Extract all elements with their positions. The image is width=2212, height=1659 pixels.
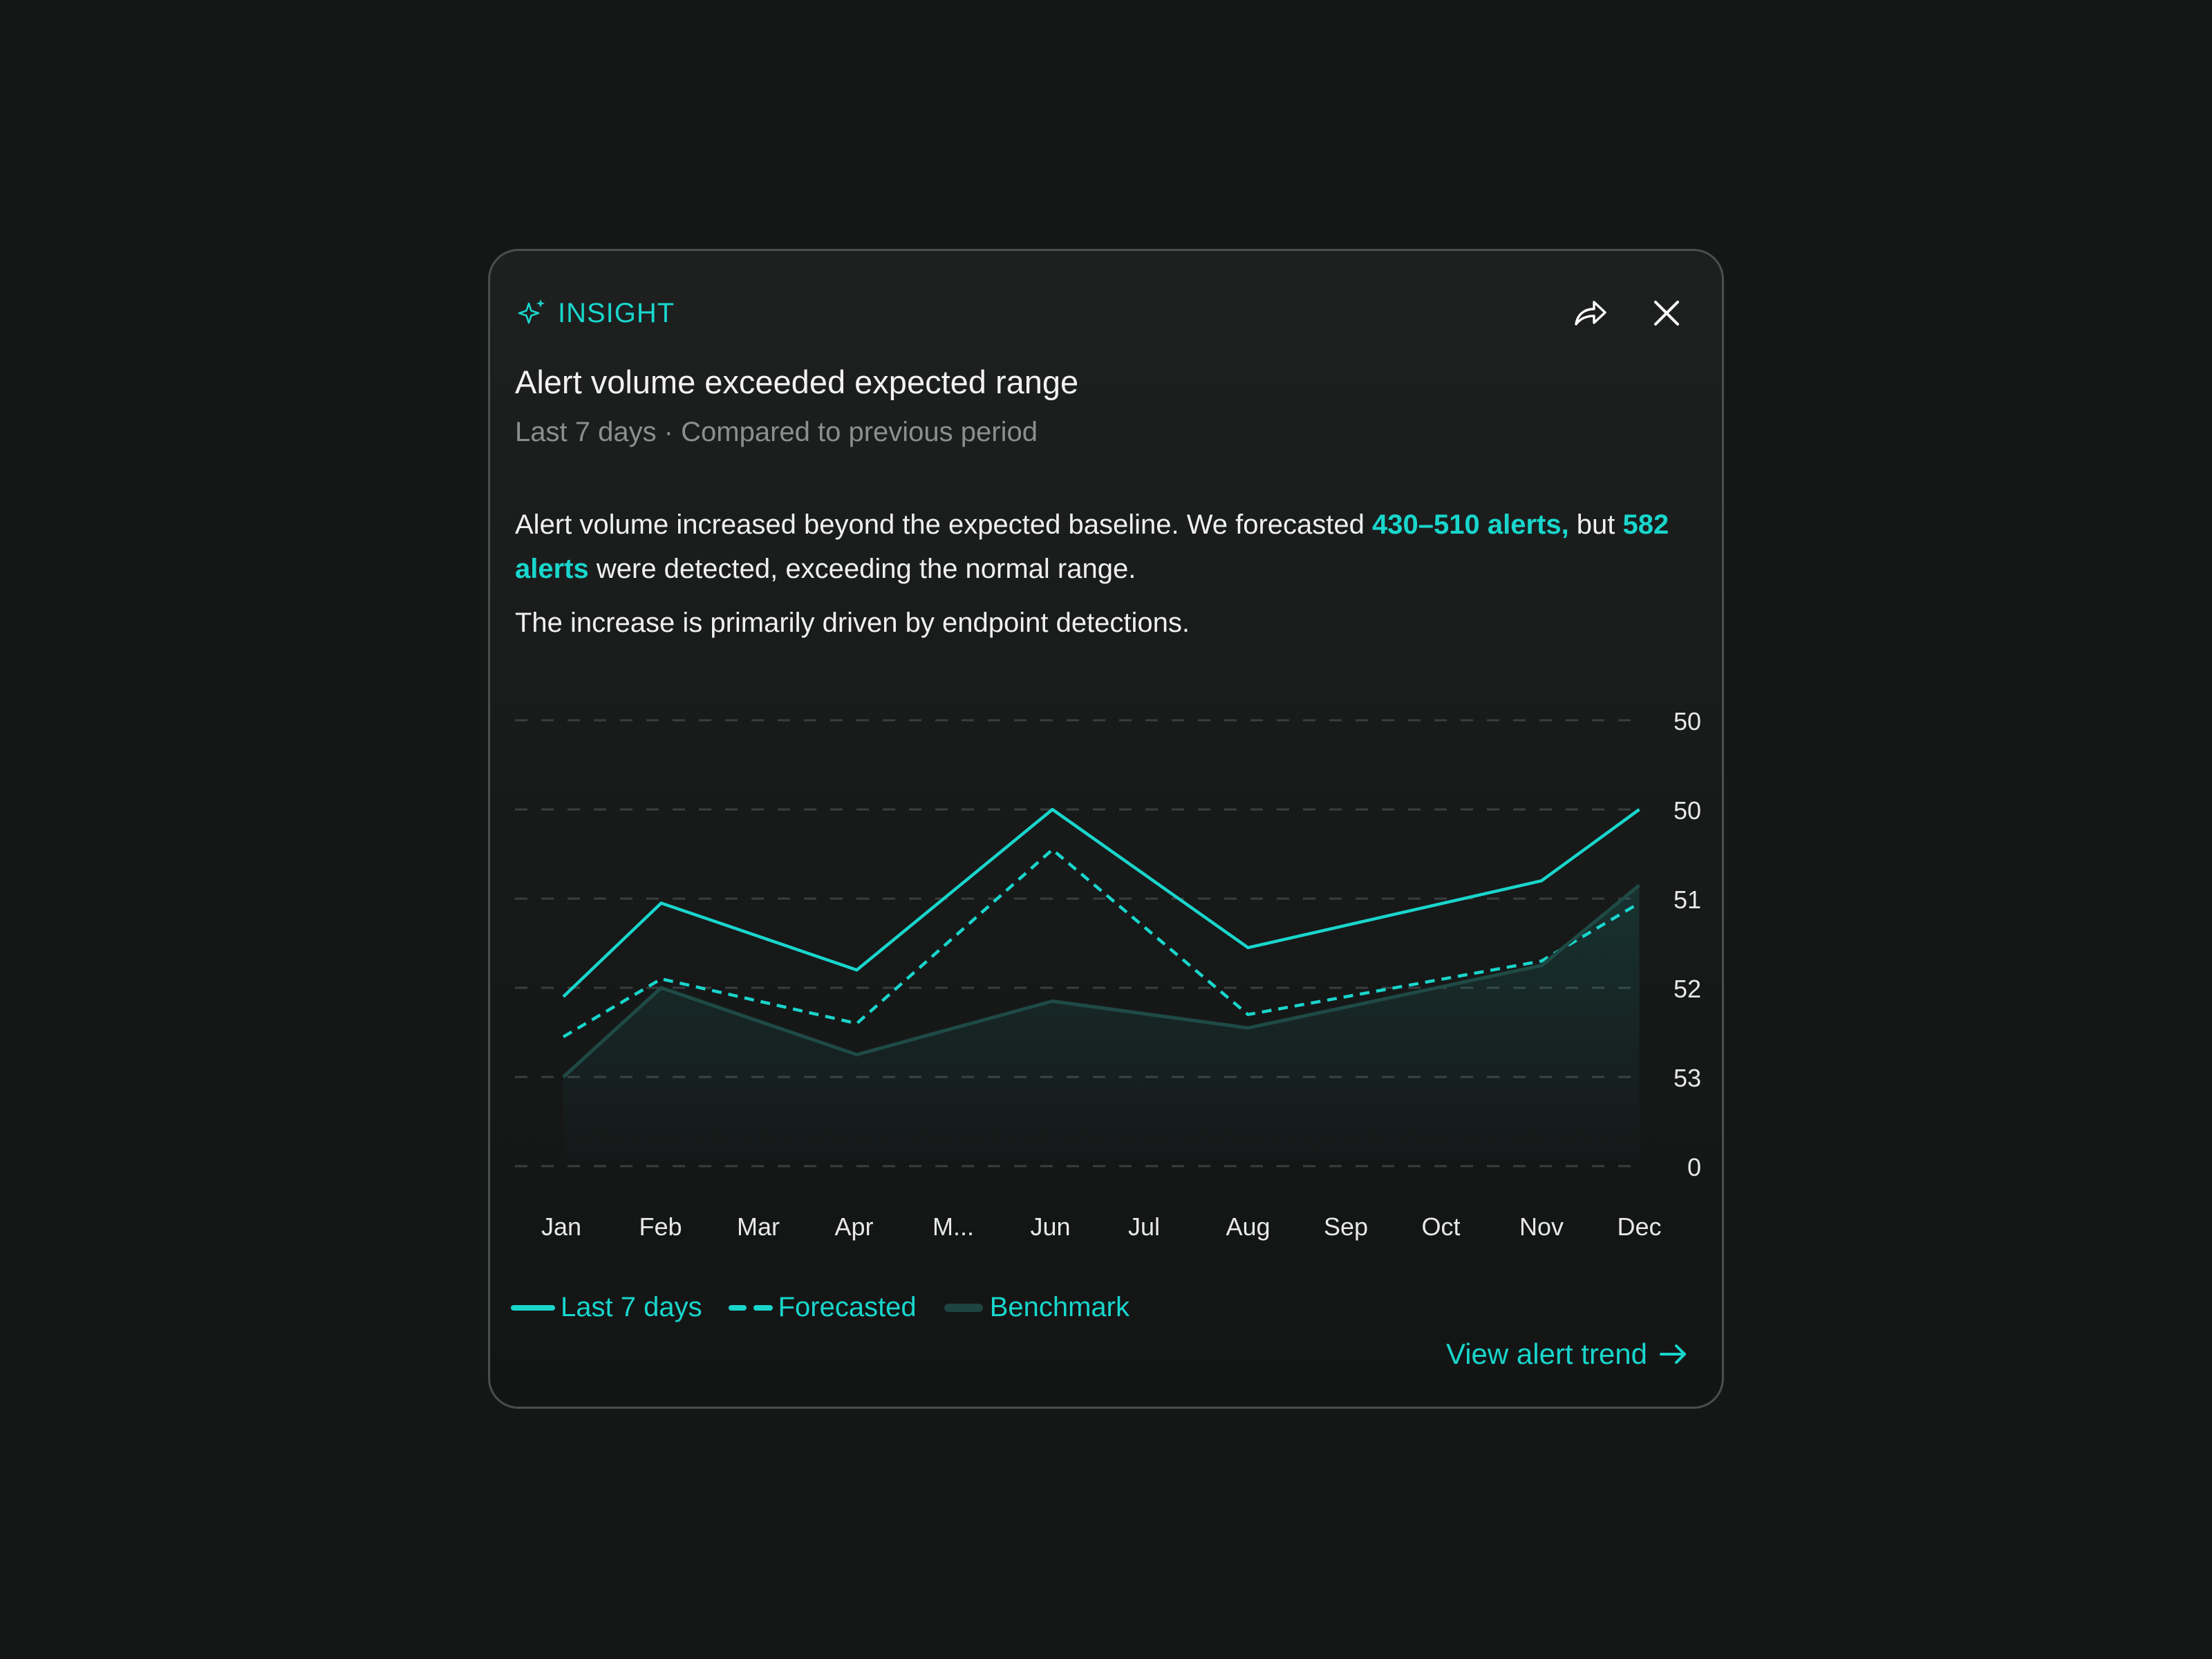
view-alert-trend-link[interactable] bbox=[1446, 1338, 1689, 1371]
series-benchmark-area bbox=[563, 885, 1640, 1166]
close-button[interactable] bbox=[1646, 292, 1687, 334]
y-tick-label: 53 bbox=[1673, 1064, 1701, 1092]
x-tick-label: Aug bbox=[1226, 1212, 1271, 1241]
insight-description bbox=[515, 503, 1690, 591]
x-tick-label: Nov bbox=[1519, 1212, 1564, 1241]
x-tick-label: M... bbox=[932, 1212, 974, 1241]
header-actions bbox=[1570, 292, 1687, 334]
insight-subtitle: Last 7 days · Compared to previous period bbox=[515, 417, 1038, 447]
benchmark-swatch bbox=[943, 1300, 984, 1316]
series-forecasted-line bbox=[563, 850, 1640, 1037]
dashed-line-swatch bbox=[729, 1303, 773, 1313]
x-tick-label: Oct bbox=[1421, 1212, 1461, 1241]
legend-label: Last 7 days bbox=[561, 1292, 702, 1322]
x-tick-label: Jun bbox=[1030, 1212, 1071, 1241]
y-tick-label: 50 bbox=[1673, 707, 1701, 735]
legend-item-last-7-days[interactable] bbox=[511, 1292, 702, 1323]
x-tick-label: Apr bbox=[834, 1212, 874, 1241]
insight-card bbox=[488, 249, 1724, 1409]
y-tick-label: 51 bbox=[1673, 885, 1701, 914]
x-tick-label: Mar bbox=[737, 1212, 780, 1241]
y-tick-label: 52 bbox=[1673, 975, 1701, 1003]
legend-item-benchmark[interactable] bbox=[943, 1292, 1130, 1323]
insight-driver-text: The increase is primarily driven by endpoint detections. bbox=[515, 608, 1190, 638]
legend-label: Forecasted bbox=[778, 1292, 917, 1322]
close-icon bbox=[1653, 299, 1680, 327]
x-tick-label: Jul bbox=[1128, 1212, 1161, 1241]
insight-title: Alert volume exceeded expected range bbox=[515, 364, 1079, 400]
x-tick-label: Dec bbox=[1617, 1212, 1662, 1241]
legend-item-forecasted[interactable] bbox=[729, 1292, 917, 1323]
share-button[interactable] bbox=[1570, 292, 1611, 334]
forecast-range-highlight: 430–510 alerts, bbox=[1372, 509, 1569, 540]
chart-legend bbox=[511, 1292, 1156, 1323]
y-tick-label: 0 bbox=[1687, 1153, 1701, 1181]
insight-header bbox=[515, 292, 675, 334]
description-text: but bbox=[1568, 509, 1623, 540]
series-last-7-days-line bbox=[563, 809, 1640, 997]
description-text: were detected, exceeding the normal range. bbox=[588, 554, 1136, 584]
x-tick-label: Sep bbox=[1324, 1212, 1369, 1241]
y-tick-label: 50 bbox=[1673, 796, 1701, 825]
cta-label: View alert trend bbox=[1445, 1338, 1647, 1370]
detected-count-highlight: 582 alerts bbox=[515, 509, 1669, 584]
arrow-right-icon bbox=[1658, 1342, 1689, 1367]
series-benchmark-line bbox=[563, 885, 1640, 1077]
x-tick-label: Jan bbox=[541, 1212, 582, 1241]
sparkle-icon bbox=[515, 297, 548, 330]
insight-badge: INSIGHT bbox=[558, 297, 675, 328]
legend-label: Benchmark bbox=[989, 1292, 1130, 1322]
solid-line-swatch bbox=[511, 1303, 555, 1313]
x-tick-label: Feb bbox=[639, 1212, 682, 1241]
share-icon bbox=[1573, 298, 1608, 328]
description-text: Alert volume increased beyond the expected baseline. We forecasted bbox=[515, 509, 1372, 540]
